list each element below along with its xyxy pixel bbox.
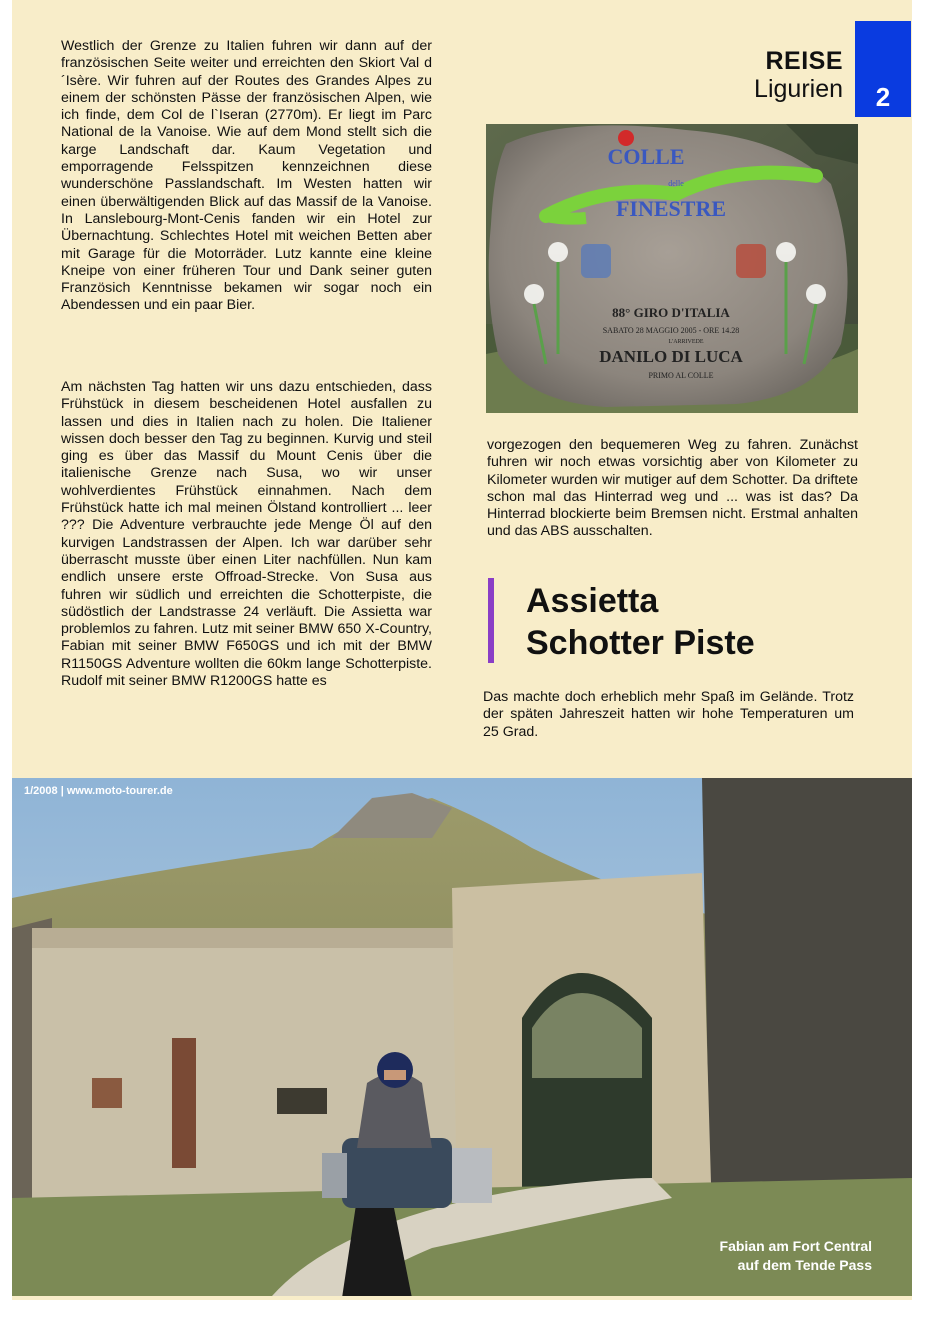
photo-caption-line-2: auf dem Tende Pass [737, 1257, 872, 1273]
sign-text-giro: 88° GIRO D'ITALIA [612, 305, 730, 320]
headline-line-1: Assietta [526, 582, 659, 620]
photo-caption-line-1: Fabian am Fort Central [719, 1238, 872, 1254]
sign-text-winner: DANILO DI LUCA [599, 347, 743, 366]
sign-text-finestre: FINESTRE [615, 196, 727, 221]
fort-central-photo [12, 778, 912, 1296]
section-label: REISE [765, 47, 843, 75]
article-paragraph-4: Das machte doch erheblich mehr Spaß im Gelände. Trotz der späten Jahreszeit hatten wir hohe Temperaturen um 25 Grad. [483, 689, 854, 740]
sign-text-date: SABATO 28 MAGGIO 2005 - ORE 14.28 [602, 326, 740, 335]
article-paragraph-2: Am nächsten Tag hatten wir uns dazu entschieden, dass Frühstück in diesem bescheidenen Hotel ausfallen zu lassen und dies in Italien nach zu holen. Die Italiener wissen doch besser den Tag zu beginnen. Kurvig und steil ging es über das Massif du Mount Cenis über die italienische Grenze nach Susa, wo wir unser wohlverdientes Frühstück einnahmen. Nach dem Frühstück hatte ich mal meinen Ölstand kontrolliert ... leer ??? Die Adventure verbrauchte jede Menge Öl auf den kurvigen Landstrassen der Alpen. Ich war darüber sehr überrascht musste über einen Liter nachfüllen. Nun kam endlich unsere erste Offroad-Strecke. Von Susa aus fuhren wir südlich und erreichten die Schotterpiste, die südöstlich der Landstrasse 24 verläuft. Die Assietta war problemlos zu fahren. Lutz mit seiner BMW 650 X-Country, Fabian mit seiner BMW F650GS und ich mit der BMW R1150GS Adventure wollten die 60km lange Schotterpiste. Rudolf mit seiner BMW R1200GS hatte es [61, 379, 432, 690]
sign-text-arrivede: L'ARRIVEDE [668, 339, 704, 345]
page-number-badge [855, 21, 911, 117]
fort-central-illustration [12, 778, 912, 1296]
sign-text-colle: COLLE [607, 144, 685, 169]
sign-text-delle: delle [668, 179, 684, 188]
headline-line-2: Schotter Piste [526, 624, 755, 662]
section-header [754, 47, 843, 103]
issue-reference: 1/2008 | www.moto-tourer.de [24, 785, 173, 797]
section-headline [526, 580, 755, 664]
colle-finestre-photo [486, 124, 858, 413]
page-number: 2 [875, 82, 891, 112]
colle-finestre-illustration [486, 124, 858, 413]
headline-accent-bar [488, 578, 494, 663]
region-label: Ligurien [754, 75, 843, 103]
article-paragraph-1: Westlich der Grenze zu Italien fuhren wir dann auf der französischen Seite weiter und erreichten den Skiort Val d´Isère. Wir fuhren auf der Routes des Grandes Alpes zu einem der schönsten Pässe der französischen Alpen, wie ich finde, dem Col de l`Iseran (2770m). Er liegt im Parc National de la Vanoise. Wie auf dem Mond stellt sich die karge Landschaft dar. Kaum Vegetation und emporragende Felsspitzen kennzeichnen diese wunderschöne Passlandschaft. Im Westen hatten wir einen überwältigenden Blick auf das Massif de la Vanoise. In Lanslebourg-Mont-Cenis fanden wir ein Hotel zur Übernachtung. Schlechtes Hotel mit weichen Betten aber mit Garage für die Motorräder. Lutz kannte eine kleine Kneipe von einer früheren Tour und Dank seiner guten Französich Kenntnisse bekamen wir sogar noch ein Abendessen und ein paar Bier. [61, 38, 432, 314]
article-paragraph-3: vorgezogen den bequemeren Weg zu fahren. Zunächst fuhren wir noch etwas vorsichtig aber von Kilometer zu Kilometer wurden wir mutiger auf dem Schotter. Da driftete schon mal das Hinterrad weg und ... was ist das? Da Hinterrad blockierte beim Bremsen nicht. Erstmal anhalten und das ABS ausschalten. [487, 437, 858, 540]
sign-text-primo: PRIMO AL COLLE [648, 371, 714, 380]
